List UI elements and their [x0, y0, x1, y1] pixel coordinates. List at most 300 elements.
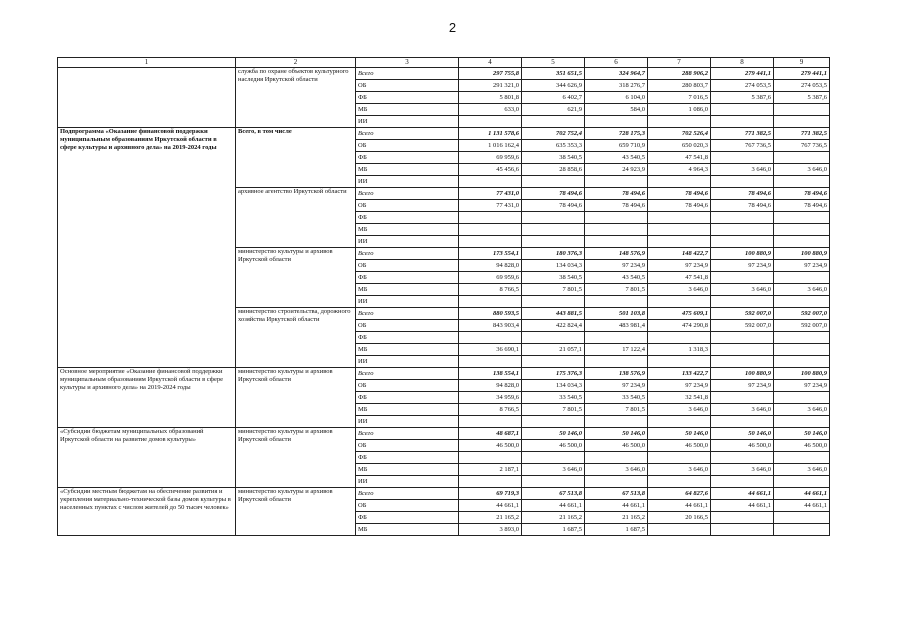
amount-cell: 1 687,5	[522, 524, 585, 536]
amount-cell: 6 402,7	[522, 92, 585, 104]
amount-cell	[585, 452, 648, 464]
funding-source-cell: МБ	[356, 464, 459, 476]
amount-cell: 38 540,5	[522, 272, 585, 284]
executor-cell: министерство строительства, дорожного хозяйства Иркутской области	[236, 308, 356, 368]
amount-cell: 592 007,0	[711, 320, 774, 332]
amount-cell	[648, 212, 711, 224]
amount-cell	[459, 176, 522, 188]
funding-source-cell: Всего	[356, 248, 459, 260]
funding-source-cell: ИИ	[356, 296, 459, 308]
executor-cell: министерство культуры и архивов Иркутской области	[236, 488, 356, 536]
amount-cell: 3 646,0	[648, 464, 711, 476]
amount-cell	[522, 416, 585, 428]
amount-cell: 94 828,0	[459, 380, 522, 392]
amount-cell: 3 646,0	[774, 464, 830, 476]
amount-cell: 97 234,9	[585, 380, 648, 392]
funding-source-cell: МБ	[356, 104, 459, 116]
amount-cell: 50 146,0	[522, 428, 585, 440]
amount-cell	[648, 476, 711, 488]
table-row	[58, 428, 830, 440]
amount-cell: 2 187,1	[459, 464, 522, 476]
amount-cell: 650 020,3	[648, 140, 711, 152]
executor-cell: министерство культуры и архивов Иркутской области	[236, 248, 356, 308]
amount-cell	[711, 152, 774, 164]
amount-cell: 24 923,9	[585, 164, 648, 176]
amount-cell: 94 828,0	[459, 260, 522, 272]
amount-cell: 46 500,0	[774, 440, 830, 452]
amount-cell	[522, 296, 585, 308]
funding-source-cell: Всего	[356, 188, 459, 200]
amount-cell: 7 801,5	[585, 404, 648, 416]
amount-cell: 21 165,2	[522, 512, 585, 524]
amount-cell: 3 646,0	[648, 284, 711, 296]
amount-cell: 78 494,6	[774, 188, 830, 200]
amount-cell	[711, 392, 774, 404]
amount-cell	[522, 212, 585, 224]
funding-source-cell: МБ	[356, 344, 459, 356]
amount-cell: 33 540,5	[522, 392, 585, 404]
executor-cell: министерство культуры и архивов Иркутской области	[236, 368, 356, 428]
amount-cell: 318 276,7	[585, 80, 648, 92]
budget-table	[57, 57, 830, 536]
amount-cell	[711, 332, 774, 344]
amount-cell: 44 661,1	[522, 500, 585, 512]
amount-cell: 138 554,1	[459, 368, 522, 380]
funding-source-cell: ИИ	[356, 356, 459, 368]
amount-cell: 1 016 162,4	[459, 140, 522, 152]
funding-source-cell: Всего	[356, 368, 459, 380]
amount-cell: 44 661,1	[711, 488, 774, 500]
amount-cell: 78 494,6	[711, 200, 774, 212]
amount-cell: 67 513,8	[522, 488, 585, 500]
amount-cell	[459, 332, 522, 344]
amount-cell: 443 881,5	[522, 308, 585, 320]
amount-cell	[774, 524, 830, 536]
amount-cell: 100 880,9	[774, 248, 830, 260]
amount-cell: 3 893,0	[459, 524, 522, 536]
amount-cell	[648, 452, 711, 464]
amount-cell: 100 880,9	[774, 368, 830, 380]
funding-source-cell: Всего	[356, 488, 459, 500]
amount-cell: 767 736,5	[774, 140, 830, 152]
amount-cell: 274 053,5	[774, 80, 830, 92]
funding-source-cell: ОБ	[356, 500, 459, 512]
funding-source-cell: ФБ	[356, 512, 459, 524]
amount-cell	[774, 452, 830, 464]
amount-cell	[711, 212, 774, 224]
amount-cell: 97 234,9	[711, 380, 774, 392]
amount-cell: 78 494,6	[648, 188, 711, 200]
funding-source-cell: ИИ	[356, 416, 459, 428]
amount-cell: 21 165,2	[585, 512, 648, 524]
amount-cell: 621,9	[522, 104, 585, 116]
amount-cell: 44 661,1	[459, 500, 522, 512]
amount-cell	[711, 104, 774, 116]
amount-cell	[774, 104, 830, 116]
amount-cell	[585, 224, 648, 236]
amount-cell: 48 687,1	[459, 428, 522, 440]
amount-cell: 475 609,1	[648, 308, 711, 320]
amount-cell	[711, 116, 774, 128]
amount-cell	[459, 416, 522, 428]
col-header-1: 1	[58, 58, 236, 68]
amount-cell	[774, 296, 830, 308]
amount-cell: 97 234,9	[774, 380, 830, 392]
amount-cell: 32 541,8	[648, 392, 711, 404]
amount-cell: 100 880,9	[711, 368, 774, 380]
amount-cell	[711, 356, 774, 368]
amount-cell	[585, 176, 648, 188]
amount-cell: 97 234,9	[711, 260, 774, 272]
amount-cell	[774, 512, 830, 524]
amount-cell: 1 131 578,6	[459, 128, 522, 140]
funding-source-cell: ОБ	[356, 80, 459, 92]
amount-cell: 274 053,5	[711, 80, 774, 92]
amount-cell	[585, 236, 648, 248]
funding-source-cell: ФБ	[356, 212, 459, 224]
amount-cell: 3 646,0	[585, 464, 648, 476]
funding-source-cell: МБ	[356, 404, 459, 416]
amount-cell: 45 456,6	[459, 164, 522, 176]
amount-cell: 47 541,8	[648, 272, 711, 284]
amount-cell: 771 382,5	[711, 128, 774, 140]
amount-cell: 43 540,5	[585, 272, 648, 284]
executor-cell: служба по охране объектов культурного наследия Иркутской области	[236, 68, 356, 128]
amount-cell	[648, 236, 711, 248]
amount-cell	[522, 476, 585, 488]
amount-cell: 3 646,0	[711, 404, 774, 416]
executor-cell: Всего, в том числе	[236, 128, 356, 188]
table-row	[58, 128, 830, 140]
amount-cell	[648, 524, 711, 536]
executor-cell: архивное агентство Иркутской области	[236, 188, 356, 248]
amount-cell: 7 801,5	[522, 284, 585, 296]
amount-cell: 50 146,0	[774, 428, 830, 440]
amount-cell: 78 494,6	[522, 200, 585, 212]
amount-cell	[459, 224, 522, 236]
program-description-cell: Основное мероприятие «Оказание финансовой поддержки муниципальным образованиям Иркутской области в сфере культуры и архивного дела» на 2019-2024 годы	[58, 368, 236, 428]
amount-cell: 5 387,6	[711, 92, 774, 104]
amount-cell: 78 494,6	[648, 200, 711, 212]
amount-cell: 78 494,6	[585, 200, 648, 212]
amount-cell: 50 146,0	[585, 428, 648, 440]
amount-cell: 38 540,5	[522, 152, 585, 164]
amount-cell: 8 766,5	[459, 404, 522, 416]
amount-cell: 422 824,4	[522, 320, 585, 332]
amount-cell: 5 801,8	[459, 92, 522, 104]
amount-cell	[648, 176, 711, 188]
amount-cell	[774, 212, 830, 224]
amount-cell	[711, 272, 774, 284]
amount-cell: 173 554,1	[459, 248, 522, 260]
amount-cell: 1 086,0	[648, 104, 711, 116]
amount-cell	[459, 116, 522, 128]
amount-cell: 8 766,5	[459, 284, 522, 296]
amount-cell	[774, 344, 830, 356]
amount-cell	[585, 416, 648, 428]
amount-cell: 592 007,0	[774, 320, 830, 332]
amount-cell: 3 646,0	[648, 404, 711, 416]
amount-cell	[459, 476, 522, 488]
funding-source-cell: МБ	[356, 164, 459, 176]
amount-cell: 64 827,6	[648, 488, 711, 500]
amount-cell	[648, 224, 711, 236]
program-description-cell	[58, 68, 236, 128]
amount-cell: 97 234,9	[585, 260, 648, 272]
funding-source-cell: МБ	[356, 224, 459, 236]
amount-cell	[648, 296, 711, 308]
amount-cell: 21 057,1	[522, 344, 585, 356]
amount-cell: 584,0	[585, 104, 648, 116]
amount-cell: 1 318,3	[648, 344, 711, 356]
amount-cell: 17 122,4	[585, 344, 648, 356]
amount-cell: 97 234,9	[648, 260, 711, 272]
amount-cell: 501 103,8	[585, 308, 648, 320]
col-header-8: 8	[711, 58, 774, 68]
amount-cell	[585, 212, 648, 224]
amount-cell: 7 016,5	[648, 92, 711, 104]
amount-cell: 46 500,0	[585, 440, 648, 452]
amount-cell: 148 576,9	[585, 248, 648, 260]
amount-cell: 291 321,0	[459, 80, 522, 92]
amount-cell: 36 690,1	[459, 344, 522, 356]
amount-cell: 635 353,3	[522, 140, 585, 152]
funding-source-cell: ОБ	[356, 320, 459, 332]
amount-cell	[774, 272, 830, 284]
amount-cell	[711, 476, 774, 488]
amount-cell: 702 526,4	[648, 128, 711, 140]
table-row	[58, 68, 830, 80]
amount-cell: 100 880,9	[711, 248, 774, 260]
funding-source-cell: ИИ	[356, 476, 459, 488]
amount-cell	[774, 224, 830, 236]
col-header-5: 5	[522, 58, 585, 68]
amount-cell	[459, 212, 522, 224]
amount-cell	[648, 356, 711, 368]
funding-source-cell: ИИ	[356, 176, 459, 188]
amount-cell: 279 441,1	[711, 68, 774, 80]
amount-cell	[774, 116, 830, 128]
amount-cell	[711, 416, 774, 428]
funding-source-cell: Всего	[356, 308, 459, 320]
amount-cell: 351 651,5	[522, 68, 585, 80]
col-header-7: 7	[648, 58, 711, 68]
col-header-3: 3	[356, 58, 459, 68]
table-row	[58, 488, 830, 500]
amount-cell	[522, 224, 585, 236]
amount-cell	[585, 356, 648, 368]
amount-cell	[648, 332, 711, 344]
amount-cell: 50 146,0	[648, 428, 711, 440]
amount-cell: 46 500,0	[522, 440, 585, 452]
amount-cell: 474 290,8	[648, 320, 711, 332]
amount-cell: 34 959,6	[459, 392, 522, 404]
funding-source-cell: МБ	[356, 284, 459, 296]
amount-cell: 3 646,0	[711, 164, 774, 176]
amount-cell	[522, 236, 585, 248]
amount-cell	[774, 152, 830, 164]
amount-cell	[459, 356, 522, 368]
amount-cell: 3 646,0	[774, 284, 830, 296]
amount-cell: 69 959,6	[459, 152, 522, 164]
amount-cell: 134 034,3	[522, 380, 585, 392]
amount-cell	[774, 176, 830, 188]
amount-cell	[774, 476, 830, 488]
amount-cell: 43 540,5	[585, 152, 648, 164]
amount-cell: 50 146,0	[711, 428, 774, 440]
amount-cell	[585, 116, 648, 128]
funding-source-cell: ИИ	[356, 236, 459, 248]
amount-cell	[774, 356, 830, 368]
amount-cell: 659 710,9	[585, 140, 648, 152]
funding-source-cell: ОБ	[356, 440, 459, 452]
amount-cell	[522, 452, 585, 464]
amount-cell: 702 752,4	[522, 128, 585, 140]
col-header-4: 4	[459, 58, 522, 68]
amount-cell: 78 494,6	[711, 188, 774, 200]
amount-cell: 33 540,5	[585, 392, 648, 404]
amount-cell: 47 541,8	[648, 152, 711, 164]
amount-cell: 77 431,0	[459, 188, 522, 200]
funding-source-cell: ФБ	[356, 392, 459, 404]
funding-source-cell: ИИ	[356, 116, 459, 128]
amount-cell: 5 387,6	[774, 92, 830, 104]
table-body	[58, 58, 830, 536]
amount-cell: 133 422,7	[648, 368, 711, 380]
amount-cell	[774, 416, 830, 428]
header-row	[58, 58, 830, 68]
funding-source-cell: ОБ	[356, 380, 459, 392]
amount-cell: 44 661,1	[648, 500, 711, 512]
amount-cell: 46 500,0	[459, 440, 522, 452]
funding-source-cell: Всего	[356, 428, 459, 440]
amount-cell: 633,0	[459, 104, 522, 116]
amount-cell	[711, 452, 774, 464]
funding-source-cell: ФБ	[356, 332, 459, 344]
amount-cell: 3 646,0	[774, 164, 830, 176]
amount-cell	[585, 476, 648, 488]
amount-cell: 97 234,9	[774, 260, 830, 272]
amount-cell: 3 646,0	[711, 284, 774, 296]
amount-cell	[522, 356, 585, 368]
amount-cell: 4 964,3	[648, 164, 711, 176]
amount-cell: 138 576,9	[585, 368, 648, 380]
amount-cell: 6 104,0	[585, 92, 648, 104]
amount-cell: 728 175,3	[585, 128, 648, 140]
amount-cell: 78 494,6	[585, 188, 648, 200]
amount-cell: 20 166,5	[648, 512, 711, 524]
amount-cell: 880 593,5	[459, 308, 522, 320]
col-header-2: 2	[236, 58, 356, 68]
program-description-cell: «Субсидии местным бюджетам на обеспечение развития и укрепления материально-технической базы домов культуры в населенных пунктах с числом жителей до 50 тысяч человек»	[58, 488, 236, 536]
amount-cell: 148 422,7	[648, 248, 711, 260]
amount-cell: 7 801,5	[585, 284, 648, 296]
program-description-cell: Подпрограмма «Оказание финансовой поддержки муниципальным образованиям Иркутской области в сфере культуры и архивного дела» на 2019-2024 годы	[58, 128, 236, 368]
amount-cell	[774, 236, 830, 248]
amount-cell: 771 382,5	[774, 128, 830, 140]
amount-cell	[711, 176, 774, 188]
amount-cell: 297 755,8	[459, 68, 522, 80]
amount-cell: 3 646,0	[774, 404, 830, 416]
amount-cell	[585, 332, 648, 344]
amount-cell: 175 376,3	[522, 368, 585, 380]
amount-cell	[522, 116, 585, 128]
amount-cell	[711, 344, 774, 356]
amount-cell	[522, 176, 585, 188]
amount-cell: 67 513,8	[585, 488, 648, 500]
amount-cell: 324 964,7	[585, 68, 648, 80]
amount-cell: 44 661,1	[774, 488, 830, 500]
amount-cell: 44 661,1	[585, 500, 648, 512]
amount-cell: 843 903,4	[459, 320, 522, 332]
amount-cell	[711, 236, 774, 248]
amount-cell: 1 687,5	[585, 524, 648, 536]
funding-source-cell: ОБ	[356, 200, 459, 212]
amount-cell: 69 959,6	[459, 272, 522, 284]
amount-cell	[711, 224, 774, 236]
amount-cell: 180 376,3	[522, 248, 585, 260]
amount-cell: 77 431,0	[459, 200, 522, 212]
amount-cell	[774, 392, 830, 404]
col-header-6: 6	[585, 58, 648, 68]
funding-source-cell: ОБ	[356, 260, 459, 272]
funding-source-cell: ОБ	[356, 140, 459, 152]
amount-cell: 97 234,9	[648, 380, 711, 392]
amount-cell: 767 736,5	[711, 140, 774, 152]
program-description-cell: «Субсидии бюджетам муниципальных образований Иркутской области на развитие домов культуры»	[58, 428, 236, 488]
amount-cell	[648, 416, 711, 428]
funding-source-cell: Всего	[356, 128, 459, 140]
amount-cell: 28 858,6	[522, 164, 585, 176]
amount-cell: 69 719,3	[459, 488, 522, 500]
funding-source-cell: ФБ	[356, 92, 459, 104]
amount-cell	[522, 332, 585, 344]
amount-cell: 280 803,7	[648, 80, 711, 92]
amount-cell: 134 034,3	[522, 260, 585, 272]
amount-cell: 3 646,0	[522, 464, 585, 476]
amount-cell: 78 494,6	[522, 188, 585, 200]
page-number: 2	[448, 20, 457, 35]
table-row	[58, 368, 830, 380]
funding-source-cell: ФБ	[356, 272, 459, 284]
amount-cell: 592 007,0	[774, 308, 830, 320]
amount-cell: 46 500,0	[648, 440, 711, 452]
amount-cell: 279 441,1	[774, 68, 830, 80]
amount-cell	[711, 512, 774, 524]
amount-cell: 344 626,9	[522, 80, 585, 92]
amount-cell: 21 165,2	[459, 512, 522, 524]
amount-cell: 44 661,1	[711, 500, 774, 512]
amount-cell	[711, 296, 774, 308]
amount-cell: 3 646,0	[711, 464, 774, 476]
amount-cell: 7 801,5	[522, 404, 585, 416]
funding-source-cell: ФБ	[356, 152, 459, 164]
amount-cell: 483 981,4	[585, 320, 648, 332]
amount-cell	[648, 116, 711, 128]
amount-cell	[459, 296, 522, 308]
funding-source-cell: МБ	[356, 524, 459, 536]
amount-cell: 288 906,2	[648, 68, 711, 80]
executor-cell: министерство культуры и архивов Иркутской области	[236, 428, 356, 488]
amount-cell	[459, 236, 522, 248]
col-header-9: 9	[774, 58, 830, 68]
amount-cell	[459, 452, 522, 464]
funding-source-cell: ФБ	[356, 452, 459, 464]
amount-cell: 44 661,1	[774, 500, 830, 512]
amount-cell	[774, 332, 830, 344]
amount-cell	[585, 296, 648, 308]
funding-source-cell: Всего	[356, 68, 459, 80]
